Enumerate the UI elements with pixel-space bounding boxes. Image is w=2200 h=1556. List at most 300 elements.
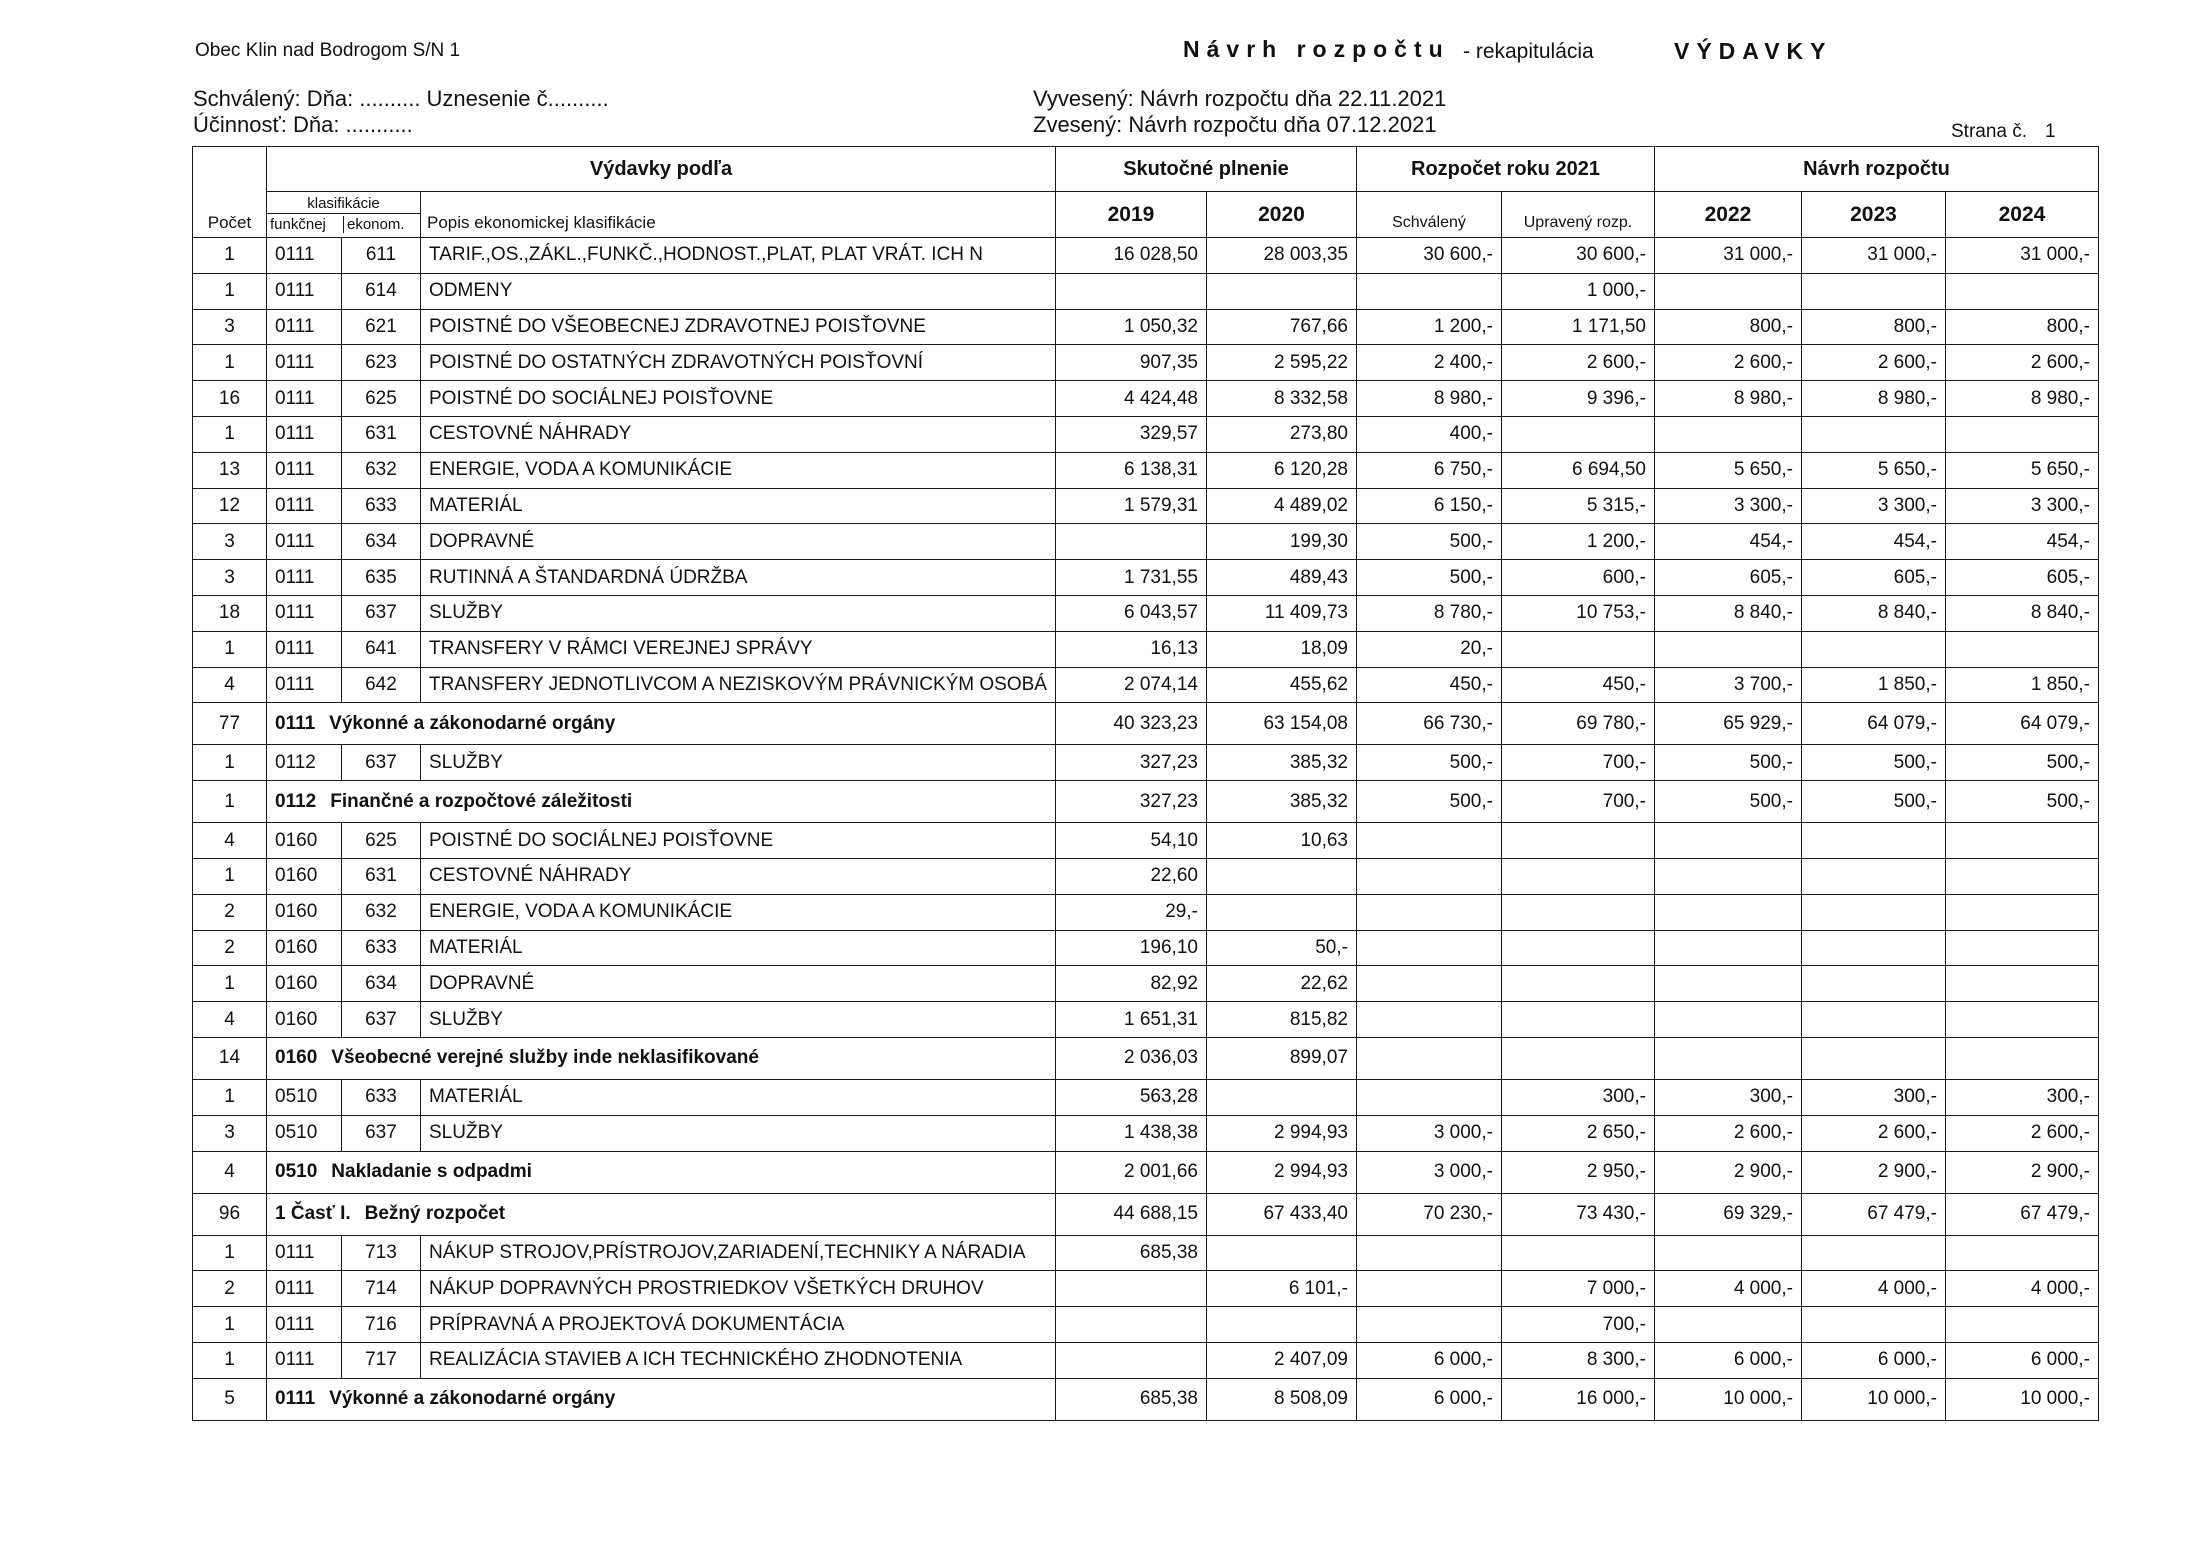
cell-upr: 2 650,- <box>1501 1115 1654 1151</box>
cell-n2023: 500,- <box>1801 745 1945 781</box>
cell-n2023 <box>1801 894 1945 930</box>
cell-pocet: 3 <box>193 560 267 596</box>
cell-upr <box>1501 966 1654 1002</box>
cell-schv: 30 600,- <box>1356 238 1501 274</box>
page-label: Strana č. <box>1951 121 2028 142</box>
cell-pocet: 1 <box>193 1342 267 1378</box>
table-body <box>193 238 2099 1421</box>
cell-pocet: 4 <box>193 823 267 859</box>
cell-upr: 7 000,- <box>1501 1271 1654 1307</box>
cell-v2020: 28 003,35 <box>1206 238 1356 274</box>
cell-funkcna: 0111 <box>267 273 342 309</box>
cell-v2020: 8 508,09 <box>1206 1378 1356 1420</box>
cell-v2019: 1 651,31 <box>1055 1002 1206 1038</box>
cell-v2020: 199,30 <box>1206 524 1356 560</box>
cell-v2019: 16 028,50 <box>1055 238 1206 274</box>
cell-n2023: 2 900,- <box>1801 1151 1945 1193</box>
table-row <box>193 894 2099 930</box>
cell-pocet: 1 <box>193 966 267 1002</box>
cell-v2020: 489,43 <box>1206 560 1356 596</box>
table-row <box>193 345 2099 381</box>
cell-schv: 3 000,- <box>1356 1115 1501 1151</box>
cell-popis: SLUŽBY <box>421 1115 1056 1151</box>
cell-n2024 <box>1945 823 2098 859</box>
cell-n2022 <box>1654 1037 1801 1079</box>
cell-pocet: 4 <box>193 1002 267 1038</box>
subtotal-row <box>193 1037 2099 1079</box>
cell-schv <box>1356 1002 1501 1038</box>
cell-ekonomicka: 633 <box>341 1079 420 1115</box>
cell-v2019: 2 074,14 <box>1055 667 1206 703</box>
cell-ekonomicka: 633 <box>341 930 420 966</box>
cell-pocet: 12 <box>193 488 267 524</box>
cell-upr: 1 000,- <box>1501 273 1654 309</box>
cell-n2024 <box>1945 273 2098 309</box>
cell-n2024: 5 650,- <box>1945 452 2098 488</box>
cell-pocet: 16 <box>193 381 267 417</box>
cell-schv <box>1356 1235 1501 1271</box>
cell-v2019: 327,23 <box>1055 745 1206 781</box>
subtotal-row <box>193 781 2099 823</box>
document-subtitle: - rekapitulácia <box>1463 40 1594 63</box>
cell-pocet: 1 <box>193 416 267 452</box>
cell-n2023: 1 850,- <box>1801 667 1945 703</box>
cell-v2020: 8 332,58 <box>1206 381 1356 417</box>
cell-funkcna: 0111 <box>267 416 342 452</box>
col-2020: 2020 <box>1206 192 1356 238</box>
cell-funkcna: 0111 <box>267 631 342 667</box>
cell-n2024: 10 000,- <box>1945 1378 2098 1420</box>
cell-v2019: 22,60 <box>1055 858 1206 894</box>
cell-upr: 700,- <box>1501 781 1654 823</box>
cell-schv: 70 230,- <box>1356 1193 1501 1235</box>
table-row <box>193 858 2099 894</box>
cell-schv: 6 000,- <box>1356 1342 1501 1378</box>
cell-ekonomicka: 633 <box>341 488 420 524</box>
cell-v2020 <box>1206 858 1356 894</box>
cell-pocet: 1 <box>193 345 267 381</box>
cell-upr: 700,- <box>1501 745 1654 781</box>
cell-ekonomicka: 634 <box>341 966 420 1002</box>
subtotal-code: 0160 <box>275 1047 318 1069</box>
cell-n2023: 8 840,- <box>1801 595 1945 631</box>
cell-v2020: 2 595,22 <box>1206 345 1356 381</box>
cell-funkcna: 0111 <box>267 309 342 345</box>
cell-n2023 <box>1801 1037 1945 1079</box>
cell-ekonomicka: 631 <box>341 858 420 894</box>
cell-schv: 500,- <box>1356 745 1501 781</box>
cell-funkcna: 0111 <box>267 381 342 417</box>
cell-schv <box>1356 823 1501 859</box>
cell-v2020 <box>1206 1235 1356 1271</box>
removed-line: Zvesený: Návrh rozpočtu dňa 07.12.2021 <box>1033 112 1437 137</box>
cell-schv: 6 750,- <box>1356 452 1501 488</box>
cell-pocet: 3 <box>193 309 267 345</box>
cell-popis: MATERIÁL <box>421 1079 1056 1115</box>
cell-funkcna: 0160 <box>267 1002 342 1038</box>
cell-funkcna: 0160 <box>267 966 342 1002</box>
table-row <box>193 966 2099 1002</box>
cell-upr: 5 315,- <box>1501 488 1654 524</box>
cell-schv: 8 780,- <box>1356 595 1501 631</box>
cell-pocet: 2 <box>193 930 267 966</box>
cell-upr <box>1501 930 1654 966</box>
cell-n2023: 10 000,- <box>1801 1378 1945 1420</box>
cell-v2020: 815,82 <box>1206 1002 1356 1038</box>
cell-upr <box>1501 631 1654 667</box>
cell-ekonomicka: 634 <box>341 524 420 560</box>
cell-n2023 <box>1801 930 1945 966</box>
cell-ekonomicka: 642 <box>341 667 420 703</box>
cell-n2022: 31 000,- <box>1654 238 1801 274</box>
cell-v2019: 685,38 <box>1055 1378 1206 1420</box>
cell-n2022: 2 900,- <box>1654 1151 1801 1193</box>
cell-n2022: 65 929,- <box>1654 703 1801 745</box>
cell-pocet: 2 <box>193 894 267 930</box>
cell-v2019: 685,38 <box>1055 1235 1206 1271</box>
cell-popis: DOPRAVNÉ <box>421 524 1056 560</box>
klasifikacie-header <box>267 192 421 238</box>
cell-v2019: 327,23 <box>1055 781 1206 823</box>
cell-schv <box>1356 930 1501 966</box>
cell-v2020 <box>1206 1079 1356 1115</box>
cell-pocet: 3 <box>193 1115 267 1151</box>
cell-v2019: 1 050,32 <box>1055 309 1206 345</box>
table-row <box>193 488 2099 524</box>
cell-v2019: 1 731,55 <box>1055 560 1206 596</box>
col-2024: 2024 <box>1945 192 2098 238</box>
cell-schv: 500,- <box>1356 560 1501 596</box>
cell-n2022 <box>1654 894 1801 930</box>
cell-ekonomicka: 637 <box>341 1002 420 1038</box>
cell-v2019: 54,10 <box>1055 823 1206 859</box>
cell-n2023 <box>1801 416 1945 452</box>
cell-upr <box>1501 1037 1654 1079</box>
col-klasifikacie: klasifikácie <box>267 195 420 214</box>
col-2023: 2023 <box>1801 192 1945 238</box>
cell-pocet: 2 <box>193 1271 267 1307</box>
cell-upr: 450,- <box>1501 667 1654 703</box>
table-row <box>193 1271 2099 1307</box>
cell-v2020 <box>1206 273 1356 309</box>
cell-funkcna: 0510 <box>267 1079 342 1115</box>
cell-upr: 9 396,- <box>1501 381 1654 417</box>
posted-line: Vyvesený: Návrh rozpočtu dňa 22.11.2021 <box>1033 86 1447 111</box>
cell-n2024: 31 000,- <box>1945 238 2098 274</box>
cell-n2023: 4 000,- <box>1801 1271 1945 1307</box>
cell-schv: 6 150,- <box>1356 488 1501 524</box>
cell-n2022: 10 000,- <box>1654 1378 1801 1420</box>
cell-popis: SLUŽBY <box>421 745 1056 781</box>
cell-schv: 500,- <box>1356 524 1501 560</box>
cell-pocet: 4 <box>193 1151 267 1193</box>
cell-n2024: 2 900,- <box>1945 1151 2098 1193</box>
cell-v2019 <box>1055 1307 1206 1343</box>
cell-upr <box>1501 1002 1654 1038</box>
cell-upr: 1 200,- <box>1501 524 1654 560</box>
cell-v2019: 1 438,38 <box>1055 1115 1206 1151</box>
cell-n2024: 300,- <box>1945 1079 2098 1115</box>
cell-schv: 450,- <box>1356 667 1501 703</box>
cell-n2023 <box>1801 858 1945 894</box>
cell-ekonomicka: 717 <box>341 1342 420 1378</box>
cell-schv: 2 400,- <box>1356 345 1501 381</box>
cell-pocet: 13 <box>193 452 267 488</box>
cell-popis: POISTNÉ DO SOCIÁLNEJ POISŤOVNE <box>421 381 1056 417</box>
cell-ekonomicka: 637 <box>341 1115 420 1151</box>
cell-popis: POISTNÉ DO SOCIÁLNEJ POISŤOVNE <box>421 823 1056 859</box>
cell-schv <box>1356 1037 1501 1079</box>
cell-subtotal-label <box>267 1151 1056 1193</box>
cell-v2020: 50,- <box>1206 930 1356 966</box>
cell-n2023 <box>1801 631 1945 667</box>
cell-funkcna: 0111 <box>267 1307 342 1343</box>
cell-subtotal-label <box>267 1378 1056 1420</box>
cell-n2022: 2 600,- <box>1654 1115 1801 1151</box>
cell-v2020: 455,62 <box>1206 667 1356 703</box>
cell-funkcna: 0160 <box>267 894 342 930</box>
cell-n2022: 4 000,- <box>1654 1271 1801 1307</box>
cell-funkcna: 0111 <box>267 595 342 631</box>
cell-upr: 2 600,- <box>1501 345 1654 381</box>
subtotal-row <box>193 1378 2099 1420</box>
subtotal-row <box>193 1151 2099 1193</box>
cell-schv: 3 000,- <box>1356 1151 1501 1193</box>
table-row <box>193 631 2099 667</box>
cell-ekonomicka: 611 <box>341 238 420 274</box>
cell-n2022: 800,- <box>1654 309 1801 345</box>
document-kind: VÝDAVKY <box>1674 38 1833 64</box>
table-row <box>193 1307 2099 1343</box>
cell-n2024: 605,- <box>1945 560 2098 596</box>
cell-n2023 <box>1801 1307 1945 1343</box>
cell-popis: CESTOVNÉ NÁHRADY <box>421 416 1056 452</box>
cell-n2024: 8 980,- <box>1945 381 2098 417</box>
cell-n2024 <box>1945 1002 2098 1038</box>
cell-pocet: 1 <box>193 631 267 667</box>
cell-n2024: 4 000,- <box>1945 1271 2098 1307</box>
table-row <box>193 1235 2099 1271</box>
cell-v2020: 273,80 <box>1206 416 1356 452</box>
cell-n2024: 64 079,- <box>1945 703 2098 745</box>
subtotal-code: 0510 <box>275 1161 318 1183</box>
cell-funkcna: 0111 <box>267 524 342 560</box>
cell-popis: DOPRAVNÉ <box>421 966 1056 1002</box>
cell-v2019: 907,35 <box>1055 345 1206 381</box>
cell-pocet: 1 <box>193 1235 267 1271</box>
cell-funkcna: 0510 <box>267 1115 342 1151</box>
cell-n2024 <box>1945 894 2098 930</box>
cell-n2024 <box>1945 416 2098 452</box>
cell-funkcna: 0160 <box>267 930 342 966</box>
table-row <box>193 452 2099 488</box>
cell-ekonomicka: 716 <box>341 1307 420 1343</box>
cell-n2023: 31 000,- <box>1801 238 1945 274</box>
cell-n2023: 454,- <box>1801 524 1945 560</box>
cell-upr: 1 171,50 <box>1501 309 1654 345</box>
effect-line: Účinnosť: Dňa: ........... <box>193 112 413 137</box>
cell-v2020: 18,09 <box>1206 631 1356 667</box>
col-pocet: Počet <box>193 147 267 238</box>
table-row <box>193 524 2099 560</box>
cell-n2022 <box>1654 1235 1801 1271</box>
table-row <box>193 745 2099 781</box>
cell-n2022: 500,- <box>1654 745 1801 781</box>
subtotal-code: 0112 <box>275 790 317 812</box>
cell-pocet: 96 <box>193 1193 267 1235</box>
cell-ekonomicka: 713 <box>341 1235 420 1271</box>
cell-n2024 <box>1945 858 2098 894</box>
cell-n2022: 8 980,- <box>1654 381 1801 417</box>
cell-v2020: 385,32 <box>1206 745 1356 781</box>
cell-n2023: 800,- <box>1801 309 1945 345</box>
col-upraveny: Upravený rozp. <box>1501 192 1654 238</box>
cell-popis: ODMENY <box>421 273 1056 309</box>
table-row <box>193 1115 2099 1151</box>
cell-v2019: 4 424,48 <box>1055 381 1206 417</box>
cell-v2019 <box>1055 273 1206 309</box>
cell-v2020: 6 120,28 <box>1206 452 1356 488</box>
cell-n2022 <box>1654 273 1801 309</box>
cell-v2020: 63 154,08 <box>1206 703 1356 745</box>
cell-pocet: 1 <box>193 781 267 823</box>
cell-funkcna: 0111 <box>267 1342 342 1378</box>
col-2022: 2022 <box>1654 192 1801 238</box>
cell-popis: POISTNÉ DO VŠEOBECNEJ ZDRAVOTNEJ POISŤOVNE <box>421 309 1056 345</box>
cell-n2023 <box>1801 1002 1945 1038</box>
cell-n2022: 3 300,- <box>1654 488 1801 524</box>
cell-n2024: 2 600,- <box>1945 345 2098 381</box>
cell-v2020: 2 407,09 <box>1206 1342 1356 1378</box>
cell-upr <box>1501 416 1654 452</box>
cell-v2019: 563,28 <box>1055 1079 1206 1115</box>
cell-pocet: 77 <box>193 703 267 745</box>
cell-popis: NÁKUP DOPRAVNÝCH PROSTRIEDKOV VŠETKÝCH DRUHOV <box>421 1271 1056 1307</box>
cell-subtotal-label <box>267 781 1056 823</box>
cell-n2024: 3 300,- <box>1945 488 2098 524</box>
cell-pocet: 4 <box>193 667 267 703</box>
cell-n2022: 500,- <box>1654 781 1801 823</box>
cell-v2020: 2 994,93 <box>1206 1151 1356 1193</box>
table-row <box>193 309 2099 345</box>
cell-n2022: 5 650,- <box>1654 452 1801 488</box>
col-2019: 2019 <box>1055 192 1206 238</box>
cell-n2022 <box>1654 966 1801 1002</box>
cell-n2024: 1 850,- <box>1945 667 2098 703</box>
cell-popis: NÁKUP STROJOV,PRÍSTROJOV,ZARIADENÍ,TECHNIKY A NÁRADIA <box>421 1235 1056 1271</box>
cell-n2023: 64 079,- <box>1801 703 1945 745</box>
table-row <box>193 238 2099 274</box>
cell-pocet: 1 <box>193 858 267 894</box>
col-ekonom: ekonom. <box>347 215 405 233</box>
cell-n2024: 8 840,- <box>1945 595 2098 631</box>
cell-v2019: 1 579,31 <box>1055 488 1206 524</box>
cell-v2019: 2 036,03 <box>1055 1037 1206 1079</box>
subtotal-row <box>193 703 2099 745</box>
cell-v2019: 196,10 <box>1055 930 1206 966</box>
cell-popis: POISTNÉ DO OSTATNÝCH ZDRAVOTNÝCH POISŤOVNÍ <box>421 345 1056 381</box>
cell-n2024: 2 600,- <box>1945 1115 2098 1151</box>
cell-funkcna: 0160 <box>267 858 342 894</box>
cell-subtotal-label <box>267 1193 1056 1235</box>
cell-schv: 66 730,- <box>1356 703 1501 745</box>
cell-popis: PRÍPRAVNÁ A PROJEKTOVÁ DOKUMENTÁCIA <box>421 1307 1056 1343</box>
cell-ekonomicka: 632 <box>341 452 420 488</box>
cell-v2020: 899,07 <box>1206 1037 1356 1079</box>
cell-n2023: 3 300,- <box>1801 488 1945 524</box>
cell-upr: 73 430,- <box>1501 1193 1654 1235</box>
cell-n2022: 300,- <box>1654 1079 1801 1115</box>
cell-v2020: 10,63 <box>1206 823 1356 859</box>
cell-funkcna: 0111 <box>267 488 342 524</box>
cell-n2022: 69 329,- <box>1654 1193 1801 1235</box>
table-row <box>193 1002 2099 1038</box>
cell-ekonomicka: 641 <box>341 631 420 667</box>
group-skutocne: Skutočné plnenie <box>1055 147 1356 192</box>
cell-subtotal-label <box>267 1037 1056 1079</box>
cell-n2024 <box>1945 631 2098 667</box>
cell-schv <box>1356 1307 1501 1343</box>
table-row <box>193 930 2099 966</box>
cell-schv: 400,- <box>1356 416 1501 452</box>
cell-ekonomicka: 631 <box>341 416 420 452</box>
cell-n2023: 500,- <box>1801 781 1945 823</box>
cell-v2020 <box>1206 1307 1356 1343</box>
cell-schv: 20,- <box>1356 631 1501 667</box>
approval-line: Schválený: Dňa: .......... Uznesenie č.......... <box>193 86 609 111</box>
cell-ekonomicka: 625 <box>341 823 420 859</box>
cell-popis: TRANSFERY V RÁMCI VEREJNEJ SPRÁVY <box>421 631 1056 667</box>
cell-upr: 69 780,- <box>1501 703 1654 745</box>
subtotal-description: Všeobecné verejné služby inde neklasifikované <box>331 1047 759 1069</box>
cell-funkcna: 0111 <box>267 452 342 488</box>
cell-n2022: 3 700,- <box>1654 667 1801 703</box>
cell-n2023 <box>1801 273 1945 309</box>
cell-schv <box>1356 894 1501 930</box>
cell-n2022 <box>1654 858 1801 894</box>
cell-funkcna: 0111 <box>267 560 342 596</box>
cell-schv: 1 200,- <box>1356 309 1501 345</box>
cell-v2019: 2 001,66 <box>1055 1151 1206 1193</box>
cell-v2019: 16,13 <box>1055 631 1206 667</box>
cell-v2020: 2 994,93 <box>1206 1115 1356 1151</box>
cell-schv: 6 000,- <box>1356 1378 1501 1420</box>
cell-n2023: 5 650,- <box>1801 452 1945 488</box>
cell-n2022 <box>1654 1002 1801 1038</box>
subtotal-description: Výkonné a zákonodarné orgány <box>329 712 616 734</box>
cell-ekonomicka: 637 <box>341 595 420 631</box>
cell-n2022 <box>1654 631 1801 667</box>
cell-funkcna: 0111 <box>267 238 342 274</box>
cell-n2022 <box>1654 823 1801 859</box>
subtotal-code: 1 Časť I. <box>275 1203 351 1225</box>
cell-v2019: 82,92 <box>1055 966 1206 1002</box>
cell-popis: ENERGIE, VODA A KOMUNIKÁCIE <box>421 452 1056 488</box>
cell-upr: 30 600,- <box>1501 238 1654 274</box>
table-row <box>193 381 2099 417</box>
cell-upr: 700,- <box>1501 1307 1654 1343</box>
cell-n2024: 6 000,- <box>1945 1342 2098 1378</box>
cell-popis: REALIZÁCIA STAVIEB A ICH TECHNICKÉHO ZHODNOTENIA <box>421 1342 1056 1378</box>
cell-funkcna: 0111 <box>267 345 342 381</box>
cell-popis: SLUŽBY <box>421 1002 1056 1038</box>
group-rozpocet: Rozpočet roku 2021 <box>1356 147 1654 192</box>
municipality-name: Obec Klin nad Bodrogom S/N 1 <box>195 40 461 61</box>
cell-funkcna: 0112 <box>267 745 342 781</box>
cell-n2023 <box>1801 1235 1945 1271</box>
subtotal-description: Výkonné a zákonodarné orgány <box>329 1388 616 1410</box>
cell-schv <box>1356 273 1501 309</box>
